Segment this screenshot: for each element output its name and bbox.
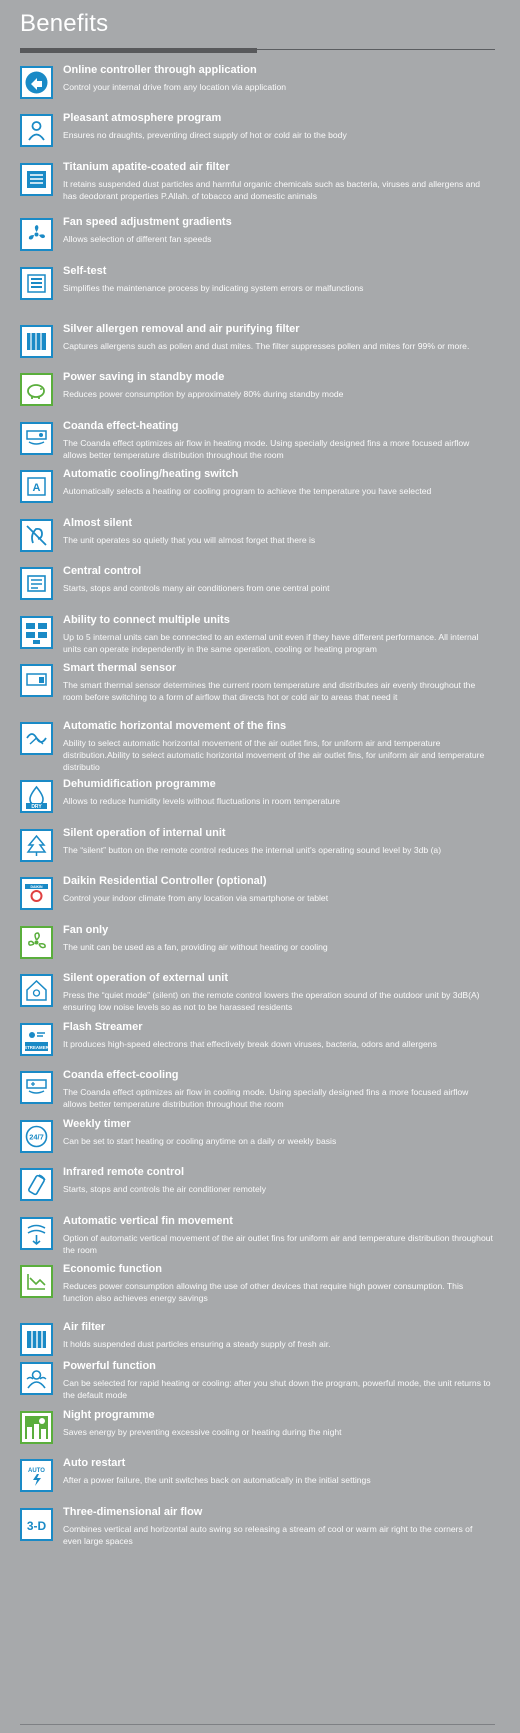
benefit-name: Fan speed adjustment gradients <box>63 216 232 228</box>
benefit-name: Silver allergen removal and air purifying filter <box>63 323 300 335</box>
silver-filter-icon <box>20 325 53 358</box>
benefit-description: Simplifies the maintenance process by indicating system errors or malfunctions <box>63 283 364 293</box>
svg-text:STREAMER: STREAMER <box>24 1045 49 1050</box>
vertical-fins-icon <box>20 1217 53 1250</box>
weekly-timer-icon <box>20 1120 53 1153</box>
benefit-name: Infrared remote control <box>63 1166 185 1178</box>
auto-restart-icon <box>20 1459 53 1492</box>
economic-icon <box>20 1265 53 1298</box>
svg-text:3-D: 3-D <box>26 1519 47 1533</box>
benefit-description: Control your internal drive from any location via application <box>63 82 287 92</box>
3d-airflow-icon <box>20 1508 53 1541</box>
benefit-description: Starts, stops and controls many air conditioners from one central point <box>63 583 330 593</box>
svg-text:AUTO: AUTO <box>28 1468 45 1474</box>
benefit-description: It holds suspended dust particles ensuring a steady supply of fresh air. <box>63 1339 331 1349</box>
benefit-description: It retains suspended dust particles and harmful organic chemicals such as bacteria, viruses and allergens and has deodorant properties P.Allah. of tobacco and domestic animals <box>63 179 481 201</box>
piggy-bank-icon <box>20 373 53 406</box>
benefit-description: Reduces power consumption allowing the use of other devices that require high power consumption. This function also achieves energy savings <box>63 1281 464 1303</box>
benefit-name: Automatic vertical fin movement <box>63 1215 233 1227</box>
horizontal-fins-icon <box>20 722 53 755</box>
thermal-sensor-icon <box>20 664 53 697</box>
svg-text:A: A <box>32 482 41 494</box>
benefit-description: Press the “quiet mode” (silent) on the remote control lowers the operation sound of the outdoor unit by 3dB(A) ensuring low noise levels so as not to be harassed residents <box>63 990 480 1012</box>
benefit-description: The “silent” button on the remote control reduces the internal unit's operating sound level by 3db (a) <box>63 845 442 855</box>
benefit-name: Weekly timer <box>63 1118 131 1130</box>
powerful-icon <box>20 1362 53 1395</box>
benefit-description: Can be selected for rapid heating or cooling: after you shut down the program, powerful mode, the unit returns to the default mode <box>63 1378 491 1400</box>
benefit-name: Ability to connect multiple units <box>63 614 230 626</box>
titanium-filter-icon <box>20 163 53 196</box>
benefit-name: Titanium apatite-coated air filter <box>63 161 230 173</box>
benefit-name: Power saving in standby mode <box>63 371 225 383</box>
benefit-name: Air filter <box>63 1321 106 1333</box>
night-icon <box>20 1411 53 1444</box>
fan-speed-icon <box>20 218 53 251</box>
benefit-description: Allows to reduce humidity levels without fluctuations in room temperature <box>63 796 341 806</box>
coanda-heating-icon <box>20 422 53 455</box>
dry-drop-icon <box>20 780 53 813</box>
benefit-description: Control your indoor climate from any location via smartphone or tablet <box>63 893 329 903</box>
benefit-description: It produces high-speed electrons that effectively break down viruses, bacteria, odors and allergens <box>63 1039 437 1049</box>
benefit-description: Allows selection of different fan speeds <box>63 234 212 244</box>
auto-switch-icon <box>20 470 53 503</box>
benefit-name: Three-dimensional air flow <box>63 1506 203 1518</box>
air-filter-icon <box>20 1323 53 1356</box>
benefit-name: Smart thermal sensor <box>63 662 177 674</box>
benefit-description: The Coanda effect optimizes air flow in heating mode. Using specially designed fins a more focused airflow allows better temperature distribution throughout the room <box>63 438 470 460</box>
benefit-name: Pleasant atmosphere program <box>63 112 222 124</box>
benefit-name: Daikin Residential Controller (optional) <box>63 875 267 887</box>
svg-text:DRY: DRY <box>31 804 42 809</box>
benefit-description: The unit can be used as a fan, providing air without heating or cooling <box>63 942 328 952</box>
coanda-cooling-icon <box>20 1071 53 1104</box>
silent-ear-icon <box>20 519 53 552</box>
benefit-description: Combines vertical and horizontal auto swing so releasing a stream of cool or warm air right to the corners of even large spaces <box>63 1524 473 1546</box>
benefit-name: Dehumidification programme <box>63 778 216 790</box>
multi-units-icon <box>20 616 53 649</box>
benefit-name: Self-test <box>63 265 107 277</box>
silent-indoor-icon <box>20 829 53 862</box>
benefit-name: Automatic horizontal movement of the fins <box>63 720 287 732</box>
title-accent-bar <box>20 48 257 53</box>
benefit-name: Powerful function <box>63 1360 156 1372</box>
benefit-description: Ensures no draughts, preventing direct supply of hot or cold air to the body <box>63 130 347 140</box>
benefit-name: Economic function <box>63 1263 162 1275</box>
benefit-description: After a power failure, the unit switches back on automatically in the initial settings <box>63 1475 371 1485</box>
benefit-name: Almost silent <box>63 517 133 529</box>
benefit-description: Captures allergens such as pollen and dust mites. The filter suppresses pollen and mites forr 99% or more. <box>63 341 470 351</box>
person-comfort-icon <box>20 114 53 147</box>
self-test-icon <box>20 267 53 300</box>
benefit-description: Up to 5 internal units can be connected to an external unit even if they have different performance. All internal units can operate independently in the same operation, cooling or heating program <box>63 632 479 654</box>
benefit-name: Auto restart <box>63 1457 126 1469</box>
benefit-name: Fan only <box>63 924 109 936</box>
bottom-divider <box>20 1724 495 1725</box>
phone-remote-icon <box>20 66 53 99</box>
benefit-description: Saves energy by preventing excessive cooling or heating during the night <box>63 1427 342 1437</box>
central-control-icon <box>20 567 53 600</box>
benefit-name: Night programme <box>63 1409 155 1421</box>
page-title: Benefits <box>20 10 109 37</box>
benefit-description: Reduces power consumption by approximately 80% during standby mode <box>63 389 344 399</box>
benefit-description: Option of automatic vertical movement of the air outlet fins for uniform air and temperature distribution throughout the room <box>63 1233 493 1255</box>
fan-only-icon <box>20 926 53 959</box>
benefit-name: Online controller through application <box>63 64 257 76</box>
benefit-name: Central control <box>63 565 142 577</box>
benefit-name: Silent operation of internal unit <box>63 827 226 839</box>
benefit-description: The smart thermal sensor determines the current room temperature and distributes air evenly throughout the room before switching to a form of airflow that directs hot or cold air to areas that need it <box>63 680 476 702</box>
svg-text:24/7: 24/7 <box>29 1132 44 1142</box>
benefit-name: Flash Streamer <box>63 1021 143 1033</box>
silent-outdoor-icon <box>20 974 53 1007</box>
svg-text:DAIKIN: DAIKIN <box>30 885 43 889</box>
benefit-description: Can be set to start heating or cooling anytime on a daily or weekly basis <box>63 1136 337 1146</box>
benefit-description: The unit operates so quietly that you will almost forget that there is <box>63 535 316 545</box>
streamer-icon <box>20 1023 53 1056</box>
benefit-name: Automatic cooling/heating switch <box>63 468 239 480</box>
benefit-description: Automatically selects a heating or cooling program to achieve the temperature you have selected <box>63 486 432 496</box>
infrared-remote-icon <box>20 1168 53 1201</box>
benefit-description: The Coanda effect optimizes air flow in cooling mode. Using specially designed fins a more focused airflow allows better temperature distribution throughout the room <box>63 1087 469 1109</box>
benefit-description: Starts, stops and controls the air conditioner remotely <box>63 1184 267 1194</box>
benefit-description: Ability to select automatic horizontal movement of the air outlet fins, for uniform air and temperature distribution.Ability to select automatic horizontal movement of the air outlet fins, for uniform air and temperature distributio <box>63 738 485 772</box>
benefit-name: Coanda effect-cooling <box>63 1069 179 1081</box>
daikin-controller-icon <box>20 877 53 910</box>
benefit-name: Silent operation of external unit <box>63 972 229 984</box>
benefit-name: Coanda effect-heating <box>63 420 179 432</box>
